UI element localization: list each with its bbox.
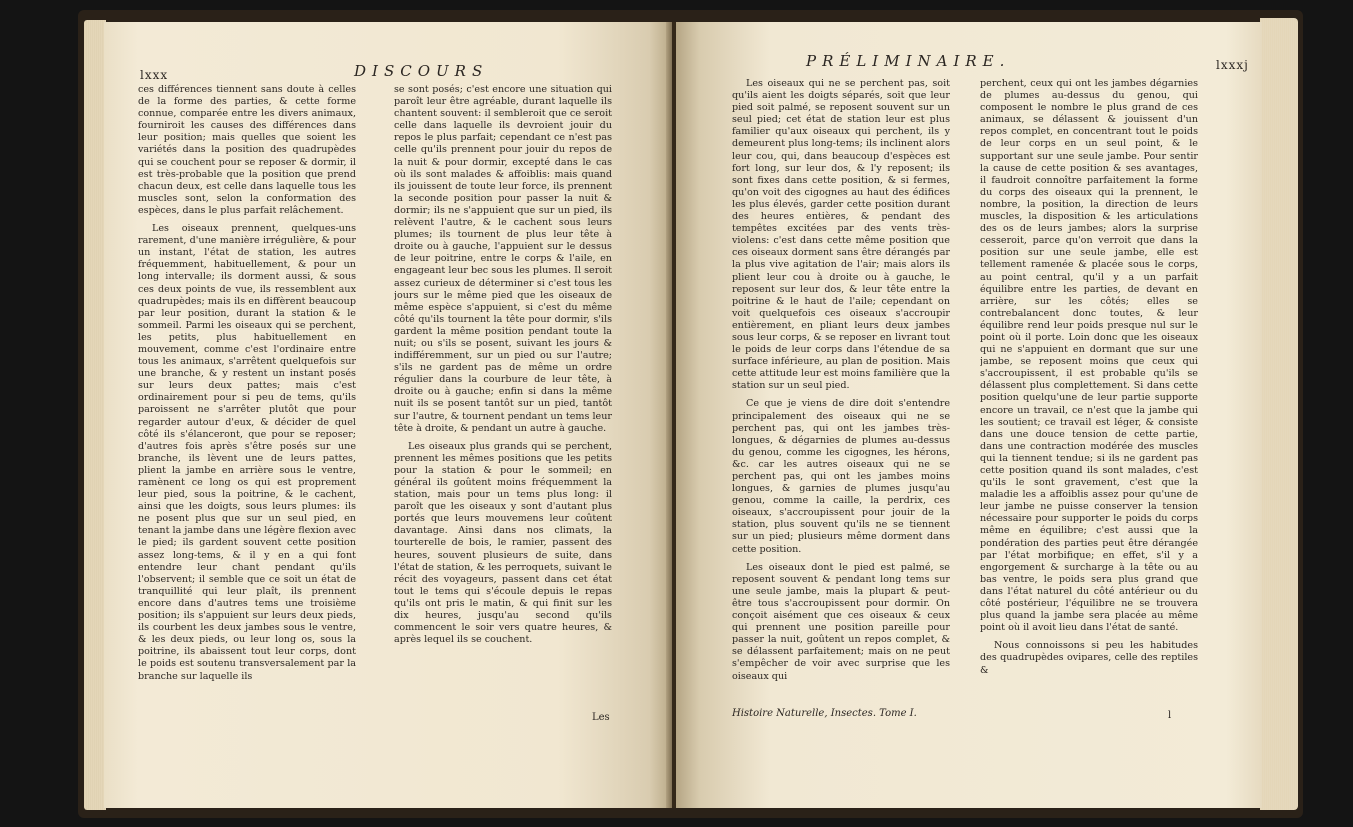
- paragraph: Les oiseaux plus grands qui se perchent, prennent les mêmes positions que les petits pour la station & pour le sommeil; en général ils goûtent moins fréquemment la station, mais pour un tems plus long: il paroît que les oiseaux y sont d'autant plus portés que leurs mouvemens leur coûtent davantage. Ainsi dans nos climats, la tourterelle de bois, le ramier, passent des heures, souvent plusieurs de suite, dans l'état de station, & les perroquets, suivant le récit des voyageurs, passent dans cet état tout le tems qui s'écoule depuis le repas qu'ils ont pris le matin, & qui finit sur les dix heures, jusqu'au second qu'ils commencent le soir vers quatre heures, & après lequel ils se couchent.: [394, 440, 612, 646]
- catchword: Les: [592, 712, 610, 723]
- paragraph: Les oiseaux dont le pied est palmé, se reposent souvent & pendant long tems sur une seule jambe, mais la plupart & peut-être tous s'accroupissent pour dormir. On conçoit aisément que ces oiseaux & ceux qui prennent une position pareille pour passer la nuit, goûtent un repos complet, & se délassent parfaitement; mais on ne peut s'empêcher de voir avec surprise que les oiseaux qui: [732, 561, 950, 682]
- left-page: [104, 22, 672, 808]
- paragraph: Les oiseaux qui ne se perchent pas, soit qu'ils aient les doigts séparés, soit que leur pied soit palmé, se reposent souvent sur un seul pied; cet état de station leur est plus familier qu'aux oiseaux qui perchent, ils y demeurent plus long-tems; ils inclinent alors leur cou, qui, dans beaucoup d'espèces est fort long, sur leur dos, & l'y reposent; ils sont fixes dans cette position, & si fermes, qu'on voit des cigognes au haut des édifices les plus élevés, garder cette position durant des heures entières, & pendant des tempêtes excitées par des vents très-violens: c'est dans cette même position que ces oiseaux dorment sans être dérangés par la plus vive agitation de l'air; mais alors ils plient leur cou à droite ou à gauche, le reposent sur leur dos, & leur tête entre la poitrine & le haut de l'aile; cependant on voit quelquefois ces oiseaux s'accroupir entièrement, en pliant leurs deux jambes sous leur corps, & se reposer en livrant tout le poids de leur corps dans l'étendue de sa surface inférieure, au plan de position. Mais cette attitude leur est moins familière que la station sur un seul pied.: [732, 78, 950, 392]
- right-folio: lxxxj: [1216, 58, 1249, 72]
- paragraph: Les oiseaux prennent, quelques-uns rarement, d'une manière irrégulière, & pour un instant, l'état de station, les autres fréquemment, habituellement, & pour un long intervalle; ils dorment aussi, & sous ces deux points de vue, ils ressemblent aux quadrupèdes; mais ils en diffèrent beaucoup par leur position, durant la station & le sommeil. Parmi les oiseaux qui se perchent, les petits, plus habituellement en mouvement, comme c'est l'ordinaire entre tous les animaux, s'arrêtent quelquefois sur une branche, & y restent un instant posés sur leurs deux pattes; mais c'est ordinairement pour si peu de tems, qu'ils paroissent ne s'arrêter plutôt que pour regarder autour d'eux, & décider de quel côté ils s'élanceront, que pour se reposer; d'autres fois après s'être posés sur une branche, ils lèvent une de leurs pattes, plient la jambe en arrière sous le ventre, ramènent ce long os qui est proprement leur pied, sous la poitrine, & le cachent, ainsi que les doigts, sous leurs plumes: ils ne posent plus que sur un seul pied, en tenant la jambe dans une légère flexion avec le pied; ils gardent souvent cette position assez long-tems, & il y en a qui font entendre leur chant pendant qu'ils l'observent; il semble que ce soit un état de tranquillité qui leur plaît, ils prennent encore dans d'autres tems une troisième position; ils s'appuient sur leurs deux pieds, ils courbent les deux jambes sous le ventre, & les deux pieds, ou leur long os, sous la poitrine, ils abaissent tout leur corps, dont le poids est soutenu transversalement par la branche sur laquelle ils: [138, 223, 356, 682]
- paragraph: Nous connoissons si peu les habitudes des quadrupèdes ovipares, celle des reptiles &: [980, 640, 1198, 676]
- paragraph: perchent, ceux qui ont les jambes dégarnies de plumes au-dessus du genou, qui composent le nombre le plus grand de ces animaux, se délassent & jouissent d'un repos complet, en concentrant tout le poids de leur corps en un seul point, & le supportant sur une seule jambe. Pour sentir la cause de cette position & ses avantages, il faudroit connoître parfaitement la forme du corps des oiseaux qui la prennent, le nombre, la position, la direction de leurs muscles, la disposition & les articulations des os de leurs jambes; alors la surprise cesseroit, parce qu'on verroit que dans la position sur une seule jambe, elle est tellement ramenée & placée sous le corps, au point central, qu'il y a un parfait équilibre entre les parties, de devant en arrière, sur les côtés; elles se contrebalancent donc toutes, & leur équilibre rend leur poids presque nul sur le point où il porte. Loin donc que les oiseaux qui ne s'appuient en dormant que sur une jambe, se reposent moins que ceux qui s'accroupissent, il est probable qu'ils se délassent plus complettement. Si dans cette position quelqu'une de leur partie supporte encore un travail, ce n'est que la jambe qui les soutient; ce travail est léger, & consiste dans une douce tension de cette partie, dans une contraction modérée des muscles qui la tiennent tendue; si ils ne gardent pas cette position quand ils sont malades, c'est qu'ils le sont gravement, c'est que la maladie les a affoiblis assez pour qu'une de leur jambe ne puisse conserver la tension nécessaire pour supporter le poids du corps même en équilibre; c'est aussi que la pondération des parties peut être dérangée par l'état morbifique; en effet, s'il y a engorgement & surcharge à la tête ou au bas ventre, le poids sera plus grand que dans l'état naturel du côté antérieur ou du côté postérieur, l'équilibre ne se trouvera plus quand la jambe sera placée au même point où il avoit lieu dans l'état de santé.: [980, 78, 1198, 634]
- paragraph: ces différences tiennent sans doute à celles de la forme des parties, & cette forme connue, comparée entre les divers animaux, fourniroit les causes des différences dans leur position; mais quelles que soient les variétés dans la position des quadrupèdes qui se couchent pour se reposer & dormir, il est très-probable que la position que prend chacun deux, est celle dans laquelle tous les muscles sont, selon la conformation des espèces, dans le plus parfait relâchement.: [138, 84, 356, 216]
- left-folio: lxxx: [140, 68, 169, 82]
- left-running-title: DISCOURS: [354, 62, 489, 80]
- left-column-1: [138, 84, 356, 744]
- left-column-2: [394, 84, 612, 714]
- signature-mark: l: [1168, 710, 1172, 721]
- right-running-title: PRÉLIMINAIRE.: [806, 52, 1011, 70]
- right-page: [676, 22, 1262, 808]
- right-column-1: [732, 78, 950, 706]
- page-edges-right: [1260, 18, 1298, 810]
- paragraph: se sont posés; c'est encore une situation qui paroît leur être agréable, durant laquelle ils chantent souvent: il sembleroit que ce seroit celle dans laquelle ils devroient jouir du repos le plus parfait; cependant ce n'est pas celle qu'ils prennent pour jouir du repos de la nuit & pour dormir, excepté dans le cas où ils sont malades & affoiblis: mais quand ils jouissent de toute leur force, ils prennent la seconde position pour passer la nuit & dormir; ils ne s'appuient que sur un pied, ils relèvent l'autre, & le cachent sous leurs plumes; ils tournent de plus leur tête à droite ou à gauche, l'appuient sur le dessus de leur poitrine, entre le corps & l'aile, en engageant leur bec sous les plumes. Il seroit assez curieux de déterminer si c'est tous les jours sur le même pied que les oiseaux de même espèce s'appuient, si c'est du même côté qu'ils tournent la tête pour dormir, s'ils gardent la même position pendant toute la nuit; ou s'ils se posent, suivant les jours & indifféremment, sur un pied ou sur l'autre; s'ils ne gardent pas de même un ordre régulier dans la courbure de leur tête, à droite ou à gauche; enfin si dans la même nuit ils se posent tantôt sur un pied, tantôt sur l'autre, & tournent pendant un tems leur tête à droite, & pendant un autre à gauche.: [394, 84, 612, 434]
- book-footer-title: Histoire Naturelle, Insectes. Tome I.: [732, 708, 917, 719]
- right-column-2: [980, 78, 1198, 720]
- paragraph: Ce que je viens de dire doit s'entendre principalement des oiseaux qui ne se perchent pas, qui ont les jambes très-longues, & dégarnies de plumes au-dessus du genou, comme les cigognes, les hérons, &c. car les autres oiseaux qui ne se perchent pas, qui ont les jambes moins longues, & garnies de plumes jusqu'au genou, comme la caille, la perdrix, ces oiseaux, s'accroupissent pour jouir de la station, plus souvent qu'ils ne se tiennent sur un pied; plusieurs même dorment dans cette position.: [732, 398, 950, 555]
- page-edges-left: [84, 20, 106, 810]
